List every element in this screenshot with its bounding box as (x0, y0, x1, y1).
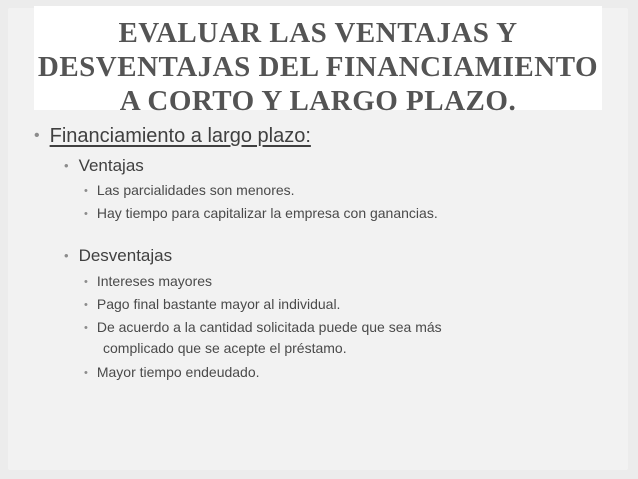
bullet-icon: • (64, 158, 69, 173)
bullet-icon: • (64, 248, 69, 263)
bullet-icon: • (84, 367, 88, 379)
bullet-icon: • (84, 208, 88, 220)
main-point-text: Financiamiento a largo plazo: (49, 125, 311, 147)
list-item (84, 205, 438, 221)
list-item-text: Las parcialidades son menores. (96, 182, 295, 198)
list-item-text: Hay tiempo para capitalizar la empresa con ganancias. (96, 205, 438, 221)
title-line: A CORTO Y LARGO PLAZO. (119, 85, 517, 117)
title-line: DESVENTAJAS DEL FINANCIAMIENTO (37, 51, 599, 83)
list-item-text: Pago final bastante mayor al individual. (96, 296, 341, 312)
bullet-icon: • (84, 276, 88, 288)
ventajas-heading-text: Ventajas (78, 156, 144, 175)
title-line: EVALUAR LAS VENTAJAS Y (118, 17, 518, 49)
desventajas-heading (64, 246, 172, 266)
bullet-icon: • (84, 322, 88, 334)
bullet-icon: • (34, 127, 40, 144)
list-item-text: Intereses mayores (96, 273, 213, 289)
list-item (84, 182, 295, 198)
list-item-text: Mayor tiempo endeudado. (96, 364, 260, 380)
list-item-continuation: complicado que se acepte el préstamo. (103, 340, 347, 356)
list-item (84, 319, 442, 335)
bullet-icon: • (84, 299, 88, 311)
main-point (34, 125, 311, 148)
bullet-icon: • (84, 185, 88, 197)
ventajas-heading (64, 156, 144, 176)
list-item-text: De acuerdo a la cantidad solicitada puede que sea más (96, 319, 442, 335)
list-item (84, 273, 212, 289)
desventajas-heading-text: Desventajas (78, 246, 173, 265)
list-item (84, 296, 340, 312)
list-item (84, 364, 260, 380)
